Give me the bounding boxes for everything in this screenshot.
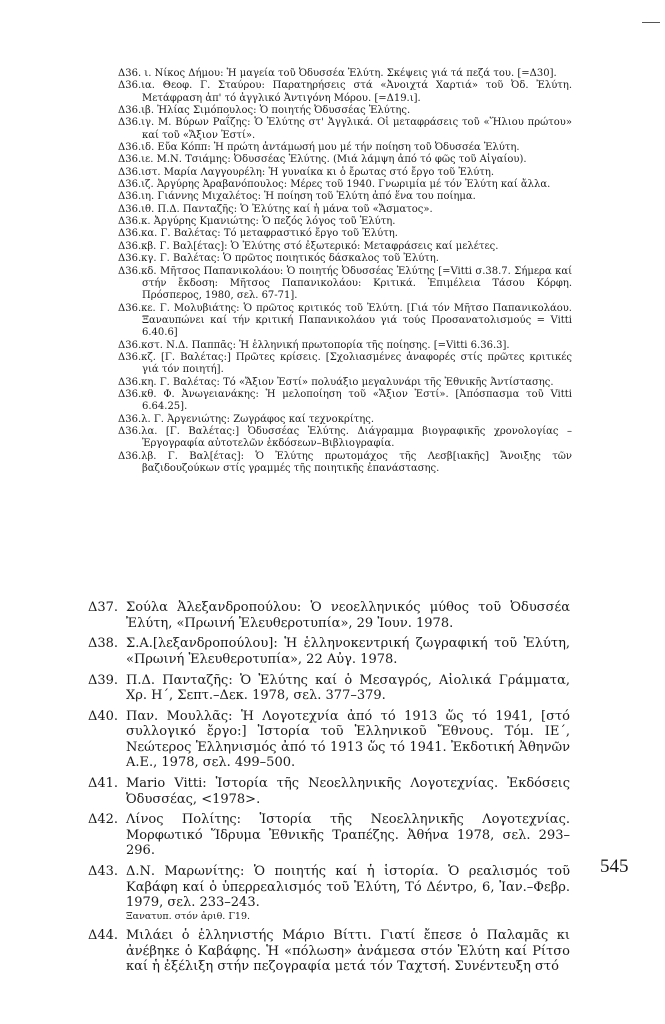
bibliography-entry (88, 636, 570, 667)
sub-entry: Δ36.κε. Γ. Μολυβιάτης: Ὁ πρῶτος κριτικός τοῦ Ἐλύτη. [Γιά τόν Μῆτσο Παπανικολάου. Ξαναυπώνει καί τήν κριτική Παπανικολάου γιά τούς Προσανατολισμούς = Vitti 6.40.6] (118, 302, 572, 339)
sub-entry: Δ36.κστ. Ν.Δ. Παππᾶς: Ἡ ἑλληνική πρωτοπορία τῆς ποίησης. [=Vitti 6.36.3]. (118, 339, 510, 351)
sub-entry: Δ36. ι. Νίκος Δήμου: Ἡ μαγεία τοῦ Ὀδυσσέα Ἐλύτη. Σκέψεις γιά τά πεζά του. [=Δ30]. (118, 68, 557, 79)
bibliography-entry (88, 864, 570, 923)
entry-text: Λίνος Πολίτης: Ἱστορία τῆς Νεοελληνικῆς Λογοτεχνίας. Μορφωτικό Ἵδρυμα Ἐθνικῆς Τραπέζης. Ἀθήνα 1978, σελ. 293–296. (126, 812, 570, 859)
sub-entry: Δ36.ιβ. Ἠλίας Σιμόπουλος: Ὁ ποιητής Ὀδυσσέας Ἐλύτης. (118, 105, 411, 117)
sub-entry: Δ36.ια. Θεοφ. Γ. Σταύρου: Παρατηρήσεις στά «Ἀνοιχτά Χαρτιά» τοῦ Ὀδ. Ἐλύτη. Μετάφραση ἀπ' τό ἀγγλικό Ἀντιγόνη Μόρου. [=Δ19.ι]. (118, 80, 572, 104)
sub-entry: Δ36.κγ. Γ. Βαλέτας: Ὁ πρῶτος ποιητικός δάσκαλος τοῦ Ἐλύτη. (118, 253, 439, 265)
sub-entry: Δ36.λ. Γ. Ἀργενιώτης: Ζωγράφος καί τεχνοκρίτης. (118, 413, 375, 425)
sub-entry: Δ36.ιστ. Μαρία Λαγγουρέλη: Ἡ γυναίκα κι ὁ ἔρωτας στό ἔργο τοῦ Ἐλύτη. (118, 166, 494, 178)
entry-note: Ξανατυπ. στόν ἀριθ. Γ19. (126, 910, 251, 922)
sub-entry: Δ36.κβ. Γ. Βαλ[έτας]: Ὁ Ἐλύτης στό ἐξωτερικό: Μεταφράσεις καί μελέτες. (118, 240, 499, 252)
entry-label: Δ42. (88, 812, 119, 828)
sub-entries-list (118, 68, 572, 475)
entry-label: Δ44. (88, 928, 119, 944)
sub-entry: Δ36.λβ. Γ. Βαλ[έτας]: Ὁ Ἐλύτης πρωτομάχος τῆς Λεσβ[ιακῆς] Ἄνοιξης τῶν βαζιδουζούκων στίς γραμμές τῆς ποιητικῆς ἐπανάστασης. (118, 450, 572, 474)
page-number: 545 (600, 856, 629, 877)
bibliography-entry (88, 776, 570, 807)
entry-text: Π.Δ. Πανταζῆς: Ὁ Ἐλύτης καί ὁ Μεσαγρός, Αἰολικά Γράμματα, Χρ. Η΄, Σεπτ.–Δεκ. 1978, σελ. 377–379. (126, 672, 570, 704)
sub-entry: Δ36.κα. Γ. Βαλέτας: Τό μεταφραστικό ἔργο τοῦ Ἐλύτη. (118, 228, 398, 240)
bibliography-entry (88, 928, 570, 975)
sub-entry: Δ36.λα. [Γ. Βαλέτας:] Ὀδυσσέας Ἐλύτης. Διάγραμμα βιογραφικῆς χρονολογίας – Ἐργογραφία αὐτοτελῶν ἐκδόσεων–Βιβλιογραφία. (118, 425, 572, 450)
entry-text: Mario Vitti: Ἱστορία τῆς Νεοελληνικῆς Λογοτεχνίας. Ἐκδόσεις Ὀδυσσέας, <1978>. (126, 776, 570, 807)
bibliography-entry (88, 600, 570, 631)
sub-entry: Δ36.κδ. Μῆτσος Παπανικολάου: Ὁ ποιητής Ὀδυσσέας Ἐλύτης [=Vitti σ.38.7. Σήμερα καί στήν ἔκδοση: Μῆτσος Παπανικολάου: Κριτικά. Ἐπιμέλεια Τάσου Κόρφη. Πρόσπερος, 1980, σελ. 67-71]. (118, 265, 572, 302)
entry-label: Δ40. (88, 708, 119, 724)
bibliography-entry (88, 812, 570, 859)
corner-mark (642, 22, 660, 23)
main-entries-list (88, 600, 570, 980)
entry-label: Δ43. (88, 864, 119, 880)
sub-entry: Δ36.κζ. [Γ. Βαλέτας:] Πρῶτες κρίσεις. [Σχολιασμένες ἀναφορές στίς πρῶτες κριτικές γιά τόν ποιητή]. (118, 351, 572, 376)
sub-entry: Δ36.κη. Γ. Βαλέτας: Τό «Ἄξιον Ἐστί» πολυάξιο μεγαλυνάρι τῆς Ἐθνικῆς Ἀντίστασης. (118, 376, 554, 388)
entry-label: Δ41. (88, 776, 119, 792)
sub-entry: Δ36.κθ. Φ. Ἀνωγειανάκης: Ἡ μελοποίηση τοῦ «Ἄξιον Ἐστί». [Ἀπόσπασμα τοῦ Vitti 6.64.25]. (118, 388, 572, 413)
entry-text: Σούλα Ἀλεξανδροπούλου: Ὁ νεοελληνικός μύθος τοῦ Ὀδυσσέα Ἐλύτη, «Πρωινή Ἐλευθεροτυπία», 29 Ἰουν. 1978. (126, 600, 570, 631)
entry-label: Δ38. (88, 636, 119, 652)
entry-text: Δ.Ν. Μαρωνίτης: Ὁ ποιητής καί ἡ ἱστορία. Ὁ ρεαλισμός τοῦ Καβάφη καί ὁ ὑπερρεαλισμός τοῦ Ἐλύτη, Τό Δέντρο, 6, Ἰαν.–Φεβρ. 1979, σελ. 233–243. (126, 864, 570, 911)
sub-entry: Δ36.ιζ. Ἀργύρης Ἀραβανόπουλος: Μέρες τοῦ 1940. Γνωριμία μέ τόν Ἐλύτη καί ἄλλα. (118, 179, 551, 191)
entry-label: Δ37. (88, 600, 119, 615)
sub-entry: Δ36.κ. Ἀργύρης Κμανιώτης: Ὁ πεζός λόγος τοῦ Ἐλύτη. (118, 216, 396, 228)
entry-text: Σ.Α.[λεξανδροπούλου]: Ἡ ἑλληνοκεντρική ζωγραφική τοῦ Ἐλύτη, «Πρωινή Ἐλευθεροτυπία», 22 Αὐγ. 1978. (126, 636, 570, 667)
bibliography-entry (88, 673, 570, 704)
entry-label: Δ39. (88, 672, 119, 688)
sub-entry: Δ36.ιη. Γιάννης Μιχαλέτος: Ἡ ποίηση τοῦ Ἐλύτη ἀπό ἕνα του ποίημα. (118, 191, 476, 203)
entry-text: Μιλάει ὁ ἑλληνιστής Μάριο Βίττι. Γιατί ἔπεσε ὁ Παλαμᾶς κι ἀνέβηκε ὁ Καβάφης. Ἡ «πόλωση» ἀνάμεσα στόν Ἐλύτη καί Ρίτσο καί ἡ ἐξέλιξη στήν πεζογραφία μετά τόν Ταχτσή. Συνέντευξη στό (126, 928, 570, 975)
sub-entry: Δ36.ιε. Μ.Ν. Τσιάμης: Ὀδυσσέας Ἐλύτης. (Μιά λάμψη ἀπό τό φῶς τοῦ Αἰγαίου). (118, 154, 527, 166)
sub-entry: Δ36.ιγ. Μ. Βύρων Ραΐζης: Ὁ Ἐλύτης στ' Ἀγγλικά. Οἱ μεταφράσεις τοῦ «Ἥλιου πρώτου» καί τοῦ «Ἄξιον Ἐστί». (118, 117, 572, 141)
entry-text: Παν. Μουλλᾶς: Ἡ Λογοτεχνία ἀπό τό 1913 ὥς τό 1941, [στό συλλογικό ἔργο:] Ἱστορία τοῦ Ἑλληνικοῦ Ἔθνους. Τόμ. ΙΕ΄, Νεώτερος Ἑλληνισμός ἀπό τό 1913 ὥς τό 1941. Ἐκδοτική Ἀθηνῶν Α.Ε., 1978, σελ. 499–500. (126, 708, 570, 771)
sub-entry: Δ36.ιδ. Εὔα Κόππ: Ἡ πρώτη ἀντάμωσή μου μέ τήν ποίηση τοῦ Ὀδυσσέα Ἐλύτη. (118, 142, 520, 154)
sub-entry: Δ36.ιθ. Π.Δ. Πανταζῆς: Ὁ Ἐλύτης καί ἡ μάνα τοῦ «Ἄσματος». (118, 203, 433, 215)
bibliography-entry (88, 709, 570, 771)
